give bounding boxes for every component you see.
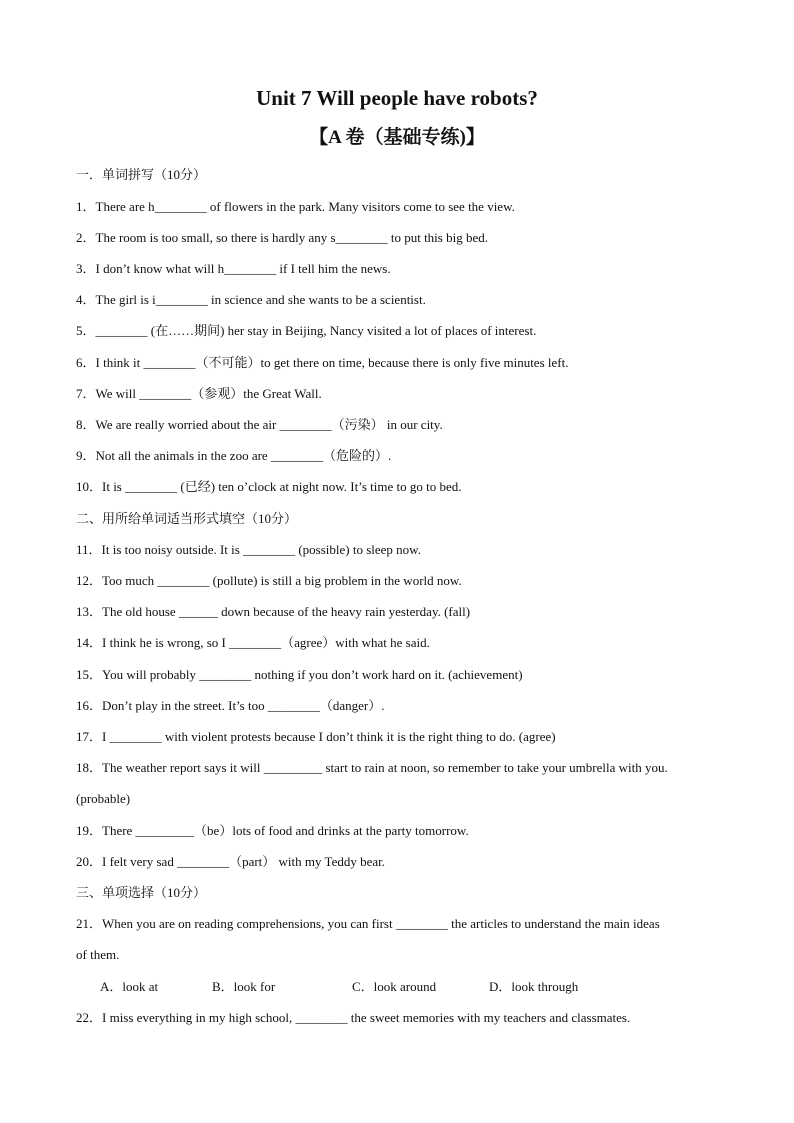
question-22: 22．I miss everything in my high school, ________ the sweet memories with my teachers and classmates. xyxy=(76,1010,631,1025)
question-7: 7．We will ________（参观）the Great Wall. xyxy=(76,386,322,401)
question-15: 15．You will probably ________ nothing if you don’t work hard on it. (achievement) xyxy=(76,667,523,682)
question-21-options xyxy=(100,978,578,996)
question-6: 6．I think it ________（不可能）to get there on time, because there is only five minutes left. xyxy=(76,355,569,370)
question-18: 18．The weather report says it will _________ start to rain at noon, so remember to take your umbrella with you. xyxy=(76,760,668,775)
question-4: 4．The girl is i________ in science and she wants to be a scientist. xyxy=(76,292,426,307)
question-19: 19．There _________（be）lots of food and drinks at the party tomorrow. xyxy=(76,823,469,838)
question-18-continued: (probable) xyxy=(76,791,131,806)
question-10: 10．It is ________ (已经) ten o’clock at night now. It’s time to go to bed. xyxy=(76,479,462,494)
question-21: 21．When you are on reading comprehensions, you can first ________ the articles to understand the main ideas xyxy=(76,916,660,931)
page-subtitle: 【A 卷（基础专练)】 xyxy=(309,127,485,148)
question-11: 11．It is too noisy outside. It is ________ (possible) to sleep now. xyxy=(76,542,421,557)
option-a: A．look at xyxy=(100,979,159,994)
question-12: 12．Too much ________ (pollute) is still a big problem in the world now. xyxy=(76,573,462,588)
question-20: 20．I felt very sad ________（part） with my Teddy bear. xyxy=(76,854,385,869)
section-heading-word-forms: 二、用所给单词适当形式填空（10分） xyxy=(76,511,298,526)
question-14: 14．I think he is wrong, so I ________（agree）with what he said. xyxy=(76,635,430,650)
question-8: 8．We are really worried about the air ________（污染） in our city. xyxy=(76,417,443,432)
option-b: B．look for xyxy=(212,979,276,994)
page-title: Unit 7 Will people have robots? xyxy=(256,86,538,110)
question-1: 1．There are h________ of flowers in the park. Many visitors come to see the view. xyxy=(76,199,515,214)
question-13: 13．The old house ______ down because of the heavy rain yesterday. (fall) xyxy=(76,604,471,619)
question-21-continued: of them. xyxy=(76,947,120,962)
question-16: 16．Don’t play in the street. It’s too ________（danger）. xyxy=(76,698,385,713)
option-d: D．look through xyxy=(489,979,579,994)
question-2: 2．The room is too small, so there is hardly any s________ to put this big bed. xyxy=(76,230,488,245)
question-5: 5．________ (在……期间) her stay in Beijing, Nancy visited a lot of places of interest. xyxy=(76,323,537,338)
question-3: 3．I don’t know what will h________ if I tell him the news. xyxy=(76,261,391,276)
question-9: 9．Not all the animals in the zoo are ________（危险的）. xyxy=(76,448,392,463)
section-heading-multiple-choice: 三、单项选择（10分） xyxy=(76,885,207,900)
question-17: 17．I ________ with violent protests because I don’t think it is the right thing to do. (agree) xyxy=(76,729,556,744)
option-c: C．look around xyxy=(352,979,437,994)
section-heading-spelling: 一．单词拼写（10分） xyxy=(76,167,207,182)
